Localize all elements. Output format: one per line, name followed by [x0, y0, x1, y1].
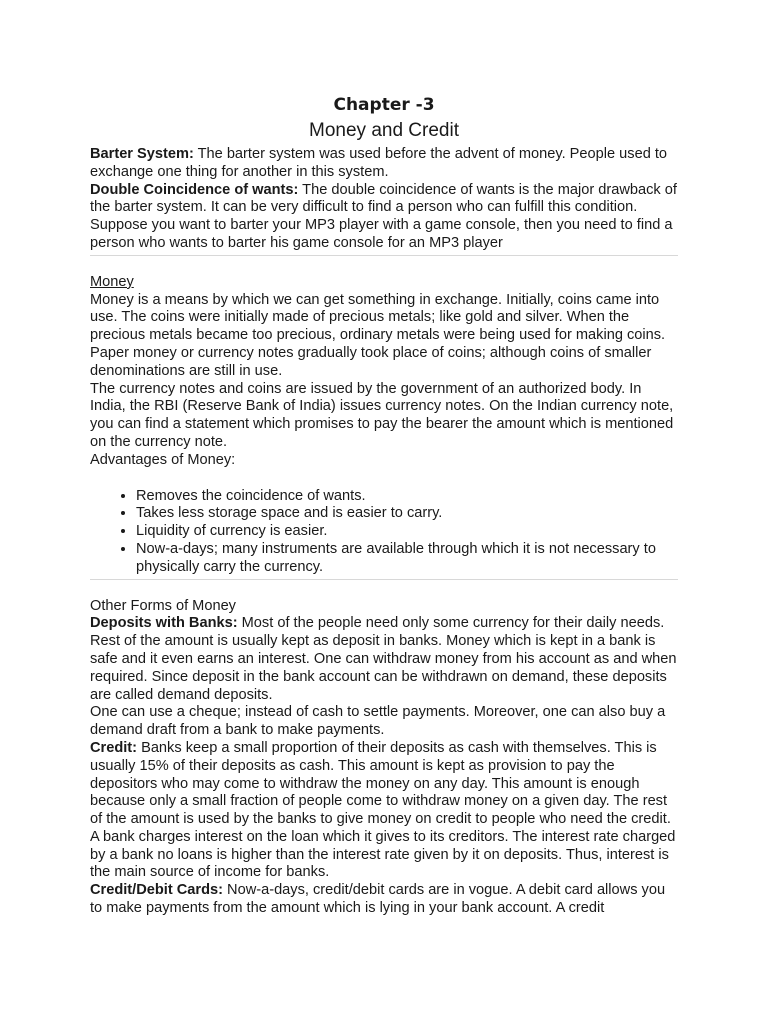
double-coincidence-paragraph	[90, 182, 678, 253]
credit-text: Banks keep a small proportion of their deposits as cash with themselves. This is usually 15% of their deposits as cash. This amount is kept as provision to pay the depositors who may come to withdraw the money on any day. This amount is enough because only a small fraction of people come to withdraw money on a given day. The rest of the amount is used by the banks to give money on credit to people who need the credit. A bank charges interest on the loan which it gives to its creditors. The interest rate charged by a bank no loans is higher than the interest rate given by it on deposits. Thus, interest is the main source of income for banks.	[90, 739, 676, 881]
page-title: Money and Credit	[309, 120, 459, 141]
list-item: • Removes the coincidence of wants.	[136, 488, 678, 506]
chapter-heading: Chapter -3	[333, 95, 435, 115]
double-coincidence-text: The double coincidence of wants is the major drawback of the barter system. It can be very difficult to find a person who can fulfill this condition. Suppose you want to barter your MP3 player with a game console, then you need to find a person who wants to barter his game console for an MP3 player	[90, 181, 677, 251]
cards-paragraph	[90, 882, 678, 918]
deposits-text: Most of the people need only some currency for their daily needs. Rest of the amount is usually kept as deposit in banks. Money which is kept in a bank is safe and it even earns an interest. One can withdraw money from his account as and when required. Since deposit in the bank account can be withdrawn on demand, these deposits are called demand deposits.	[90, 615, 677, 703]
other-forms-heading: Other Forms of Money	[90, 597, 236, 614]
list-item: • Takes less storage space and is easier to carry.	[136, 505, 678, 523]
money-paragraph-1: Money is a means by which we can get something in exchange. Initially, coins came into use. The coins were initially made of precious metals; like gold and silver. When the precious metals became too precious, ordinary metals were being used for making coins. Paper money or currency notes gradually took place of coins; although coins of smaller denominations are still in use.	[90, 291, 666, 379]
deposits-paragraph	[90, 615, 678, 704]
list-item: • Liquidity of currency is easier.	[136, 523, 678, 541]
document-content	[90, 92, 678, 918]
money-heading: Money	[90, 273, 134, 290]
cards-text: Now-a-days, credit/debit cards are in vogue. A debit card allows you to make payments from the amount which is lying in your bank account. A credit	[90, 882, 666, 917]
barter-text: The barter system was used before the advent of money. People used to exchange one thing for another in this system.	[90, 146, 668, 180]
barter-label: Barter System:	[90, 146, 194, 162]
money-paragraph-2: The currency notes and coins are issued by the government of an authorized body. In India, the RBI (Reserve Bank of India) issues currency notes. On the Indian currency note, you can find a statement which promises to pay the bearer the amount which is mentioned on the currency note.	[90, 380, 674, 450]
credit-label: Credit:	[90, 739, 138, 756]
credit-paragraph	[90, 740, 678, 882]
advantages-list	[90, 488, 678, 577]
barter-paragraph	[90, 146, 678, 182]
cards-label: Credit/Debit Cards:	[90, 882, 223, 899]
deposits-label: Deposits with Banks:	[90, 615, 238, 632]
list-item: • Now-a-days; many instruments are available through which it is not necessary to physically carry the currency.	[136, 541, 678, 577]
cheque-paragraph: One can use a cheque; instead of cash to settle payments. Moreover, one can also buy a demand draft from a bank to make payments.	[90, 704, 666, 739]
double-coincidence-label: Double Coincidence of wants:	[90, 181, 299, 198]
advantages-label: Advantages of Money:	[90, 451, 236, 468]
